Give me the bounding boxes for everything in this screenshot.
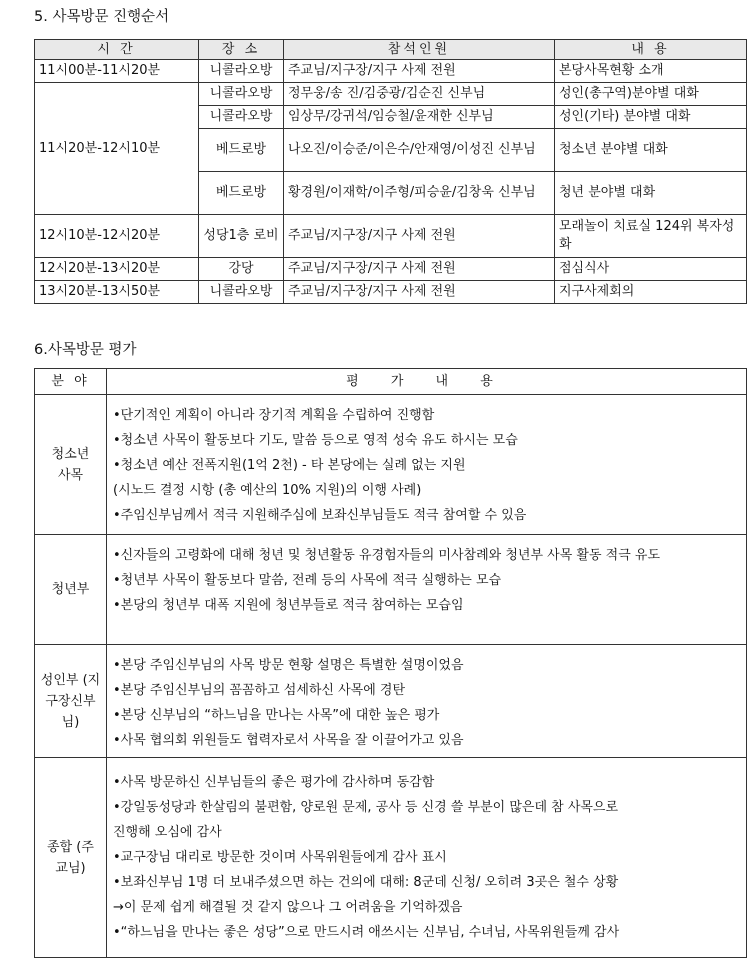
table-header-row xyxy=(35,40,747,60)
evaluation-cell xyxy=(107,535,747,645)
column-header-place: 장 소 xyxy=(199,40,284,60)
column-header-evaluation: 평 가 내 용 xyxy=(107,369,747,395)
attendees-cell: 황경원/이재학/이주형/피승윤/김창욱 신부님 xyxy=(284,172,555,215)
place-cell: 니콜라오방 xyxy=(199,281,284,304)
list-item: •신자들의 고령화에 대해 청년 및 청년활동 유경험자들의 미사참례와 청년부 사목 활동 적극 유도 xyxy=(113,548,661,563)
evaluation-cell xyxy=(107,395,747,535)
category-label: 청소년 사목 xyxy=(51,446,90,483)
table-row xyxy=(35,83,747,106)
place-cell: 성당1층 로비 xyxy=(199,215,284,258)
evaluation-table xyxy=(34,368,747,958)
list-item: (시노드 결정 시항 (총 예산의 10% 지원)의 이행 사례) xyxy=(113,483,422,498)
table-row xyxy=(35,60,747,83)
column-header-time: 시 간 xyxy=(35,40,199,60)
list-item: •교구장님 대리로 방문한 것이며 사목위원들에게 감사 표시 xyxy=(113,850,447,865)
table-row xyxy=(35,535,747,645)
list-item: •단기적인 계획이 아니라 장기적 계획을 수립하여 진행함 xyxy=(113,408,435,423)
place-cell: 니콜라오방 xyxy=(199,83,284,106)
table-row xyxy=(35,215,747,258)
category-cell xyxy=(35,758,107,958)
table-header-row xyxy=(35,369,747,395)
column-header-content: 내 용 xyxy=(555,40,747,60)
table-row xyxy=(35,395,747,535)
place-cell: 강당 xyxy=(199,258,284,281)
list-item: •주임신부님께서 적극 지원해주심에 보좌신부님들도 적극 참여할 수 있음 xyxy=(113,508,527,523)
attendees-cell: 주교님/지구장/지구 사제 전원 xyxy=(284,60,555,83)
content-cell: 지구사제회의 xyxy=(555,281,747,304)
content-cell: 청년 분야별 대화 xyxy=(555,172,747,215)
content-cell: 점심식사 xyxy=(555,258,747,281)
attendees-cell: 임상무/강귀석/임승철/윤재한 신부님 xyxy=(284,106,555,129)
table-row xyxy=(35,645,747,758)
content-cell: 성인(총구역)분야별 대화 xyxy=(555,83,747,106)
attendees-cell: 주교님/지구장/지구 사제 전원 xyxy=(284,281,555,304)
schedule-table xyxy=(34,39,747,304)
column-header-category: 분 야 xyxy=(35,369,107,395)
list-item: →이 문제 쉽게 해결될 것 같지 않으나 그 어려움을 기억하겠음 xyxy=(113,900,463,915)
list-item: •청년부 사목이 활동보다 말씀, 전례 등의 사목에 적극 실행하는 모습 xyxy=(113,573,502,588)
list-item: •강일동성당과 한살림의 불편함, 양로원 문제, 공사 등 신경 쓸 부분이 많은데 참 사목으로 xyxy=(113,800,619,815)
time-cell: 12시10분-12시20분 xyxy=(35,215,199,258)
content-cell: 모래놀이 치료실 124위 복자성화 xyxy=(555,215,747,258)
table-row xyxy=(35,758,747,958)
evaluation-cell xyxy=(107,645,747,758)
attendees-cell: 주교님/지구장/지구 사제 전원 xyxy=(284,258,555,281)
time-cell: 12시20분-13시20분 xyxy=(35,258,199,281)
section-6-title: 6.사목방문 평가 xyxy=(34,342,137,358)
time-cell: 13시20분-13시50분 xyxy=(35,281,199,304)
category-cell xyxy=(35,395,107,535)
time-cell: 11시00분-11시20분 xyxy=(35,60,199,83)
list-item: •본당 주임신부님의 꼼꼼하고 섬세하신 사목에 경탄 xyxy=(113,683,406,698)
list-item: •본당 신부님의 “하느님을 만나는 사목”에 대한 높은 평가 xyxy=(113,708,440,723)
evaluation-cell xyxy=(107,758,747,958)
place-cell: 베드로방 xyxy=(199,172,284,215)
content-cell: 성인(기타) 분야별 대화 xyxy=(555,106,747,129)
section-5-title: 5. 사목방문 진행순서 xyxy=(34,9,170,25)
list-item: •사목 방문하신 신부님들의 좋은 평가에 감사하며 동감함 xyxy=(113,775,435,790)
list-item: •본당의 청년부 대폭 지원에 청년부들로 적극 참여하는 모습임 xyxy=(113,598,464,613)
place-cell: 니콜라오방 xyxy=(199,60,284,83)
attendees-cell: 주교님/지구장/지구 사제 전원 xyxy=(284,215,555,258)
category-cell xyxy=(35,645,107,758)
list-item: •“하느님을 만나는 좋은 성당”으로 만드시려 애쓰시는 신부님, 수녀님, 사목위원들께 감사 xyxy=(113,925,620,940)
table-row xyxy=(35,258,747,281)
category-cell: 청년부 xyxy=(35,535,107,645)
list-item: •본당 주임신부님의 사목 방문 현황 설명은 특별한 설명이었음 xyxy=(113,658,464,673)
list-item: •청소년 사목이 활동보다 기도, 말씀 등으로 영적 성숙 유도 하시는 모습 xyxy=(113,433,518,448)
place-cell: 니콜라오방 xyxy=(199,106,284,129)
category-label: 종합 (주교님) xyxy=(47,839,94,876)
time-cell: 11시20분-12시10분 xyxy=(35,83,199,215)
list-item: •사목 협의회 위원들도 협력자로서 사목을 잘 이끌어가고 있음 xyxy=(113,733,464,748)
category-label: 성인부 (지구장신부님) xyxy=(40,672,101,730)
content-cell: 본당사목현황 소개 xyxy=(555,60,747,83)
list-item: 진행해 오심에 감사 xyxy=(113,825,222,840)
place-cell: 베드로방 xyxy=(199,129,284,172)
table-row xyxy=(35,281,747,304)
attendees-cell: 정무웅/송 진/김중광/김순진 신부님 xyxy=(284,83,555,106)
content-cell: 청소년 분야별 대화 xyxy=(555,129,747,172)
column-header-attendees: 참석인원 xyxy=(284,40,555,60)
list-item: •보좌신부님 1명 더 보내주셨으면 하는 건의에 대해: 8군데 신청/ 오히려 3곳은 철수 상황 xyxy=(113,875,619,890)
list-item: •청소년 예산 전폭지원(1억 2천) - 타 본당에는 실례 없는 지원 xyxy=(113,458,466,473)
attendees-cell: 나오진/이승준/이은수/안재영/이성진 신부님 xyxy=(284,129,555,172)
